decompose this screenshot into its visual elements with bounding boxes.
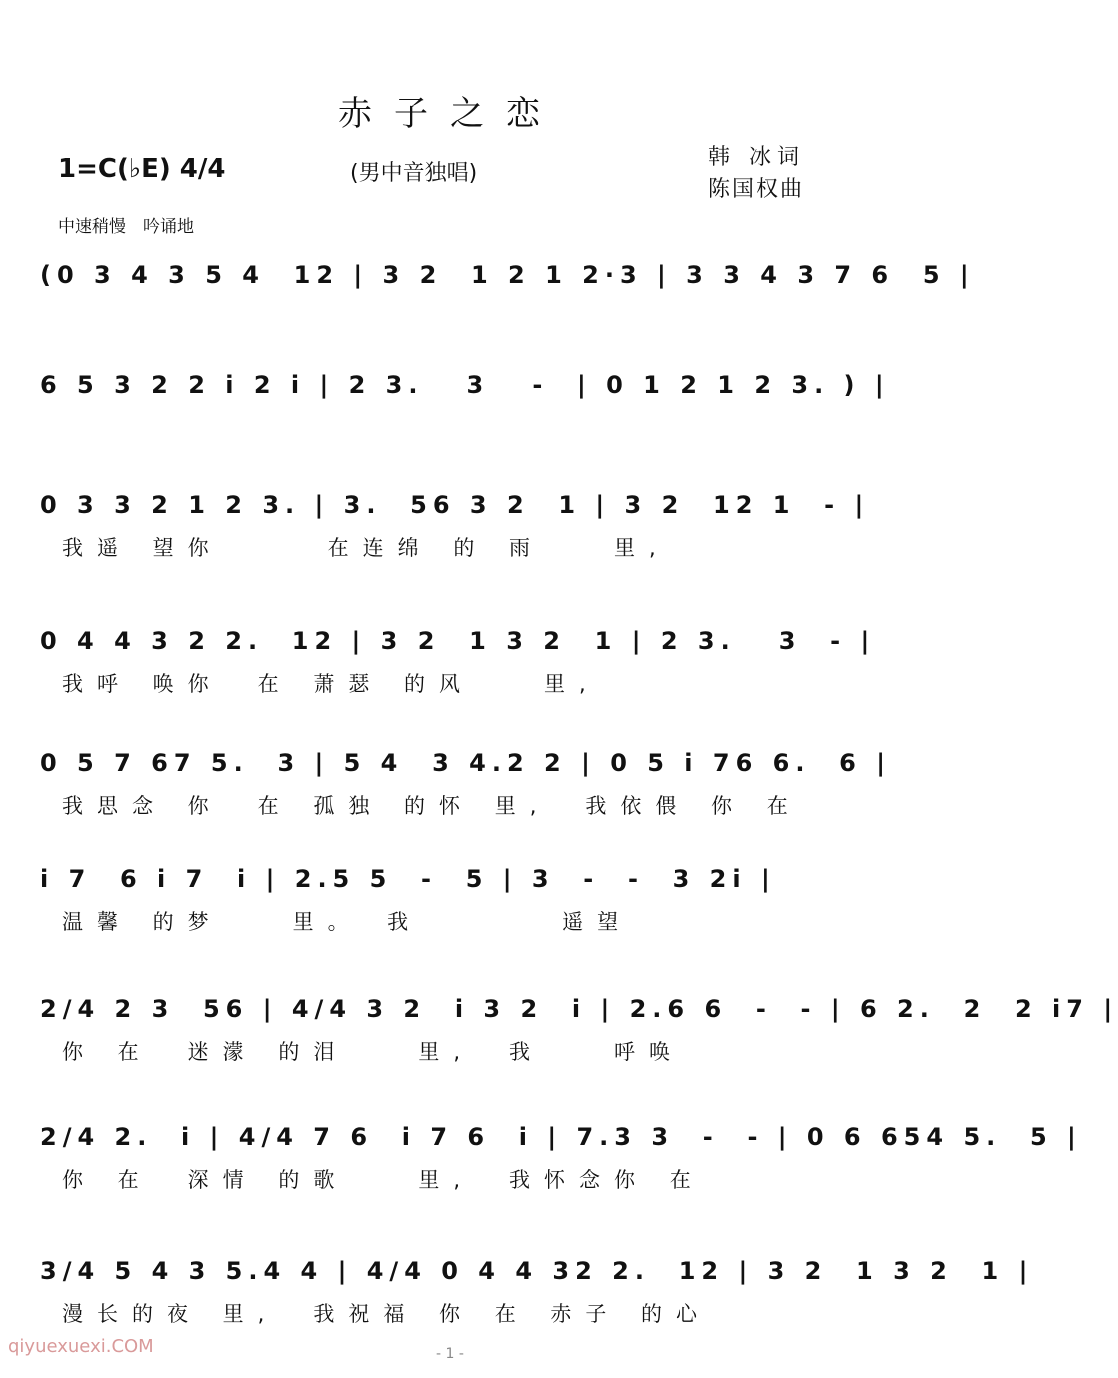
- notation-line: 0 4 4 3 2 2. 12 | 3 2 1 3 2 1 | 2 3. 3 - |: [40, 627, 876, 655]
- notation-line: 0 3 3 2 1 2 3. | 3. 56 3 2 1 | 3 2 12 1 - |: [40, 491, 870, 519]
- lyrics-line: 你 在 深情 的歌 里, 我怀念你 在: [62, 1168, 705, 1192]
- score-row-9: [40, 1248, 1034, 1358]
- lyrics-line: 你 在 迷濛 的泪 里, 我 呼唤: [62, 1040, 685, 1064]
- voice-type: (男中音独唱): [350, 161, 478, 186]
- lyrics-line: 漫长的夜 里, 我祝福 你 在 赤子 的心: [62, 1302, 712, 1326]
- composer-credit: 陈国权曲: [708, 177, 805, 202]
- score-row-8: [40, 1114, 1082, 1224]
- notation-line: 2/4 2. i | 4/4 7 6 i 7 6 i | 7.3 3 - - | 0 6 654 5. 5 |: [40, 1123, 1082, 1151]
- key-signature: 1=C(♭E) 4/4: [58, 154, 226, 184]
- lyrics-line: 温馨 的梦 里。 我 遥望: [62, 910, 633, 934]
- notation-line: (0 3 4 3 5 4 12 | 3 2 1 2 1 2·3 | 3 3 4 3 7 6 5 |: [40, 261, 975, 289]
- notation-line: 2/4 2 3 56 | 4/4 3 2 i 3 2 i | 2.6 6 - - | 6 2. 2 2 i7 |: [40, 995, 1118, 1023]
- score-row-3: [40, 482, 870, 592]
- lyrics-line: 我呼 唤你 在 萧瑟 的风 里,: [62, 672, 600, 696]
- score-row-7: [40, 986, 1118, 1096]
- score-row-5: [40, 740, 891, 850]
- page-number: - 1 -: [436, 1346, 464, 1362]
- notation-line: i 7 6 i 7 i | 2.5 5 - 5 | 3 - - 3 2i |: [40, 865, 776, 893]
- score-row-1: [40, 252, 975, 362]
- lyrics-line: 我遥 望你 在连绵 的 雨 里,: [62, 536, 670, 560]
- site-watermark: qiyuexuexi.COM: [8, 1336, 154, 1357]
- tempo-marking: 中速稍慢 吟诵地: [58, 217, 194, 237]
- lyricist-credit: 韩 冰词: [708, 145, 805, 170]
- lyrics-line: [62, 300, 862, 336]
- song-title: 赤子之恋: [338, 94, 562, 134]
- score-row-2: [40, 362, 890, 472]
- lyrics-line: 我思念 你 在 孤独 的怀 里, 我依偎 你 在: [62, 794, 802, 818]
- lyrics-line: [62, 410, 862, 446]
- notation-line: 0 5 7 67 5. 3 | 5 4 3 4.2 2 | 0 5 i 76 6. 6 |: [40, 749, 891, 777]
- score-row-6: [40, 856, 860, 966]
- notation-line: 6 5 3 2 2 i 2 i | 2 3. 3 - | 0 1 2 1 2 3. ) |: [40, 371, 890, 399]
- score-row-4: [40, 618, 876, 728]
- notation-line: 3/4 5 4 3 5.4 4 | 4/4 0 4 4 32 2. 12 | 3 2 1 3 2 1 |: [40, 1257, 1034, 1285]
